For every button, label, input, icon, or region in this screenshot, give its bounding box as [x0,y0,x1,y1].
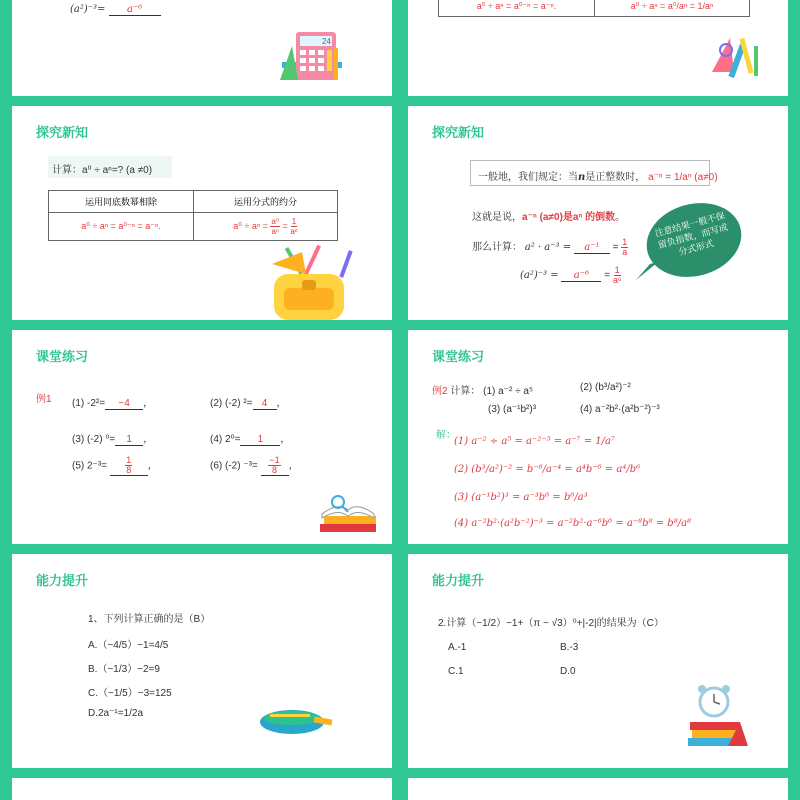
slide5-item-3-answer: 1 [115,434,143,446]
slide5-item-4-tail: ， [280,434,291,445]
slide3-f1-den: aⁿ [271,227,279,236]
slide5-title: 课堂练习 [36,349,89,364]
slide8-option-c: C.1 [448,666,464,677]
slide8-option-a: A.-1 [448,642,467,653]
slide5-item-3-tail: ， [143,434,154,445]
slide-5 [12,330,392,544]
slide-1 [12,0,392,96]
slide3-fraction-1 [270,217,280,236]
slide4-line2-num: 1 [614,265,620,275]
slide5-item-5 [72,456,158,476]
slide3-header-right: 运用分式的约分 [194,191,338,213]
slide5-item-3 [72,430,153,446]
slide4-line1-expr: a² · a⁻³ = [524,242,572,254]
slide4-def-formula: a⁻ⁿ = 1/aⁿ (a≠0) [648,172,718,183]
slide-6 [408,330,788,544]
slide4-line2-frac [613,266,622,285]
slide4-line1-den: a [622,247,628,257]
slide8-title: 能力提升 [432,573,485,588]
slide4-line1-frac [621,238,628,257]
slide7-option-b: B.（−1/3）−2=9 [88,664,160,675]
slide3-table [48,190,338,241]
slide5-item-6-answer [261,456,289,476]
slide3-f1-num: a⁰ [271,217,280,226]
slide7-option-d: D.2a⁻¹=1/2a [88,708,144,719]
slide6-title: 课堂练习 [432,349,485,364]
slide8-option-d: D.0 [560,666,576,677]
slide8-question: 2.计算（−1/2）−1+（π − √3）⁰+|-2|的结果为（C） [438,618,664,629]
slide4-line2-eq: = [604,270,611,282]
slide4-say-red: a⁻ⁿ (a≠0)是aⁿ 的倒数 [522,212,616,223]
slide4-line1-num: 1 [622,237,628,247]
slide-8 [408,554,788,768]
slide5-item-1-tail: ， [143,398,154,409]
slide4-title: 探究新知 [432,125,485,140]
slide5-item-6-tail: ， [288,460,299,472]
slide2-right-cell: a⁰ ÷ aⁿ = a⁰/aⁿ = 1/aⁿ [595,0,750,17]
school-bag-icon [262,244,358,320]
slide5-item-2-answer: 4 [253,398,277,410]
slide6-q3: (3) (a⁻¹b²)³ [488,404,537,415]
slide6-solution-3: (3) (a⁻¹b²)³ = a⁻³b⁶ = b⁶/a³ [454,492,588,503]
slide1-answer: a⁻⁶ [109,4,161,16]
slide3-header-left: 运用同底数幂相除 [49,191,194,213]
slide7-title: 能力提升 [36,573,89,588]
slide7-option-a: A.（−4/5）−1=4/5 [88,640,169,651]
slide4-definition [478,168,718,183]
slide-10 [408,778,788,800]
slide4-line1-eq: = [612,242,619,254]
slide4-say-suffix: 。 [615,212,626,223]
slide5-item-6 [210,456,299,476]
slide-4 [408,106,788,320]
slide5-item-4-lhs: (4) 2⁰= [210,434,241,445]
slide4-calc-label: 那么计算： [472,242,522,254]
slide2-left-cell: a⁰ ÷ aⁿ = a⁰⁻ⁿ = a⁻ⁿ. [439,0,595,17]
slide3-f2-num: 1 [291,217,297,226]
slide4-line2-expr: (a²)⁻³ = [520,270,559,282]
slide8-option-b: B.-3 [560,642,579,653]
slide5-item-5-tail: ， [147,460,158,472]
slide-3 [12,106,392,320]
calculator-display-text: 24 [322,37,331,46]
slide6-calc-label: 计算： [450,386,481,397]
slide4-line1-answer: a⁻¹ [574,242,610,254]
slide6-solution-label: 解： [436,430,456,441]
slide6-q1: (1) a⁻² ÷ a⁵ [483,386,534,397]
slide4-line2-den: a⁶ [612,275,622,285]
slide5-example-label: 例1 [36,394,52,405]
slide5-item-6-lhs: (6) (-2) ⁻³= [210,460,258,472]
slide3-cell-right: a⁰ ÷ aⁿ = $\frac{\text{a⁰}}{\text{aⁿ}}$ = $\frac{1}{\text{aⁿ}}$ [194,213,338,241]
slide6-questions-row1 [432,382,533,397]
slide4-say-prefix: 这就是说， [472,212,522,223]
slide6-q2: (2) (b³/a²)⁻² [580,382,631,393]
alarm-clock-icon [684,682,750,752]
stationery-icon [704,32,774,82]
slide7-option-c: C.（−1/5）−3=125 [88,688,172,699]
slide3-fraction-2 [290,217,297,236]
slide1-expr-text: (a²)⁻³= [70,4,106,15]
slide5-item-1-answer: −4 [105,398,143,410]
slide5-item-5-den: 8 [126,465,132,475]
slide4-line2 [520,266,622,285]
slide5-item-1 [72,394,153,410]
slide1-expression [70,4,161,16]
slide4-note-text: 注意结果一般不保留负指数，而写成分式形式 [653,210,730,258]
slide7-question: 1、下列计算正确的是（B） [88,614,211,625]
pencil-case-icon [256,704,336,738]
slide3-prompt: 计算：a⁰ ÷ aⁿ=? (a ≠0) [52,165,153,176]
slide5-item-4 [210,430,290,446]
slide4-line2-answer: a⁻⁶ [561,270,601,282]
slide4-def-n: n [578,172,586,183]
slide5-item-5-answer [110,456,148,476]
calculator-icon [278,28,350,84]
books-icon [312,490,382,540]
slide4-line1 [472,238,628,257]
slide-2 [408,0,788,96]
slide3-title: 探究新知 [36,125,89,140]
slide2-table [438,0,750,17]
slide6-solution-4: (4) a⁻²b²·(a²b⁻²)⁻³ = a⁻²b²·a⁻⁶b⁶ = a⁻⁸b⁸ = b⁸/a⁸ [454,518,692,529]
slide3-cell-left: a⁰ ÷ aⁿ = a⁰⁻ⁿ = a⁻ⁿ. [49,213,194,241]
slide5-item-2-tail: ， [276,398,287,409]
slide5-item-1-lhs: (1) -2²= [72,398,106,409]
slide-9 [12,778,392,800]
slide5-item-5-lhs: (5) 2⁻³= [72,460,108,472]
slide-7 [12,554,392,768]
slide3-f2-den: aⁿ [290,227,298,236]
slide5-item-4-answer: 1 [240,434,280,446]
slide5-item-6-den: 8 [272,465,278,475]
slide6-example-label: 例2 [432,386,448,397]
slide6-q4: (4) a⁻²b²·(a²b⁻²)⁻³ [580,404,660,415]
slide5-item-2 [210,394,287,410]
slide5-item-5-num: 1 [126,455,132,465]
slide5-item-3-lhs: (3) (-2) ⁰= [72,434,116,445]
slide5-item-2-lhs: (2) (-2) ²= [210,398,253,409]
slide4-def-mid: 是正整数时， [585,172,646,183]
bubble-tail-icon [636,262,660,280]
slide4-saying [472,208,625,223]
slide5-item-6-num: −1 [269,455,280,465]
slide3-cell-right-lhs: a⁰ ÷ aⁿ = [233,220,268,231]
slide4-def-prefix: 一般地，我们规定：当 [478,172,578,183]
slide6-solution-2: (2) (b³/a²)⁻² = b⁻⁶/a⁻⁴ = a⁴b⁻⁶ = a⁴/b⁶ [454,464,641,475]
slide6-solution-1: (1) a⁻² ÷ a⁵ = a⁻²⁻⁵ = a⁻⁷ = 1/a⁷ [454,436,615,447]
